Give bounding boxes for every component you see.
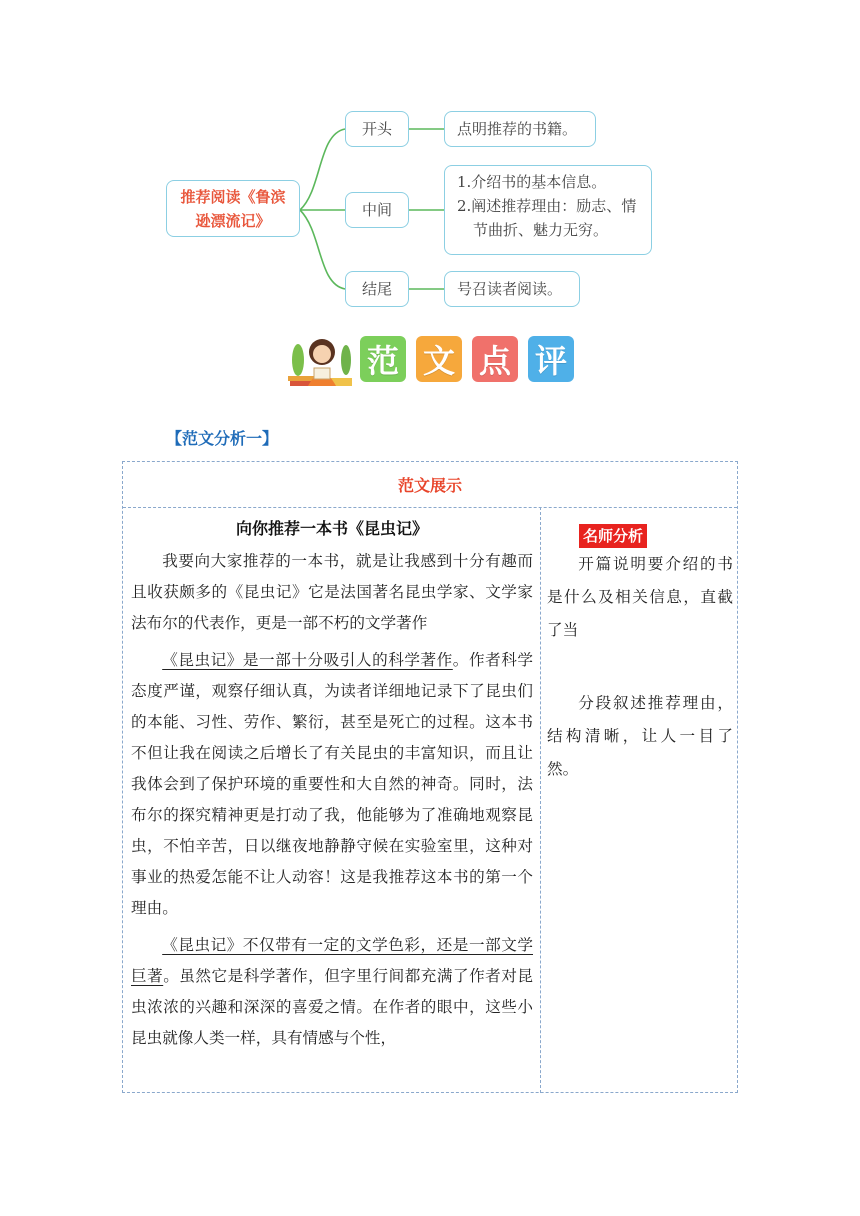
mind-map-detail-line: 1.介绍书的基本信息。 <box>457 173 607 191</box>
essay-title: 向你推荐一本书《昆虫记》 <box>235 519 428 538</box>
mind-map-branch-start: 开头 <box>345 111 409 147</box>
underlined-topic-sentence: 《昆虫记》不仅带有一定的文学色彩，还是一部文学巨著 <box>131 936 533 985</box>
paragraph-text: 。作者科学态度严谨，观察仔细认真，为读者详细地记录下了昆虫们的本能、习性、劳作、繁衍，甚至是死亡的过程。这本书不但让我在阅读之后增长了有关昆虫的丰富知识，而且让我体会到了保护环境的重要性和大自然的神奇。同时，法布尔的探究精神更是打动了我，他能够为了准确地观察昆虫，不怕辛苦，日以继夜地静静守候在实验室里，这种对事业的热爱怎能不让人动容！这是我推荐这本书的第一个理由。 <box>131 651 533 917</box>
essay-paragraph: 我要向大家推荐的一本书，就是让我感到十分有趣而且收获颇多的《昆虫记》它是法国著名昆虫学家、文学家法布尔的代表作，更是一部不朽的文学著作 <box>131 552 533 632</box>
teacher-analysis-badge: 名师分析 <box>579 524 647 548</box>
paragraph-text: 。虽然它是科学著作，但字里行间都充满了作者对昆虫浓浓的兴趣和深深的喜爱之情。在作者的眼中，这些小昆虫就像人类一样，具有情感与个性， <box>131 967 533 1047</box>
column-divider <box>540 507 541 1093</box>
essay-paragraph <box>131 645 533 924</box>
mind-map-connectors <box>0 0 860 320</box>
mind-map-root: 推荐阅读《鲁滨逊漂流记》 <box>166 180 300 237</box>
essay-table <box>122 461 738 1093</box>
banner-char-tile: 评 <box>528 336 574 382</box>
mind-map-branch-end: 结尾 <box>345 271 409 307</box>
mind-map <box>0 0 860 320</box>
section-title: 【范文分析一】 <box>166 429 279 448</box>
banner-char-tile: 点 <box>472 336 518 382</box>
analysis-column <box>547 524 733 786</box>
table-divider <box>123 507 737 508</box>
mind-map-detail-start: 点明推荐的书籍。 <box>444 111 596 147</box>
mind-map-detail-middle <box>444 165 652 255</box>
essay-paragraph <box>131 930 533 1054</box>
mind-map-branch-middle: 中间 <box>345 192 409 228</box>
underlined-topic-sentence: 《昆虫记》是一部十分吸引人的科学著作 <box>162 651 453 669</box>
table-header: 范文展示 <box>397 476 462 495</box>
review-banner <box>286 330 586 388</box>
banner-char-tile: 文 <box>416 336 462 382</box>
mind-map-detail-end: 号召读者阅读。 <box>444 271 580 307</box>
reading-girl-illustration <box>286 330 356 388</box>
analysis-note: 开篇说明要介绍的书是什么及相关信息，直截了当 <box>547 555 733 639</box>
essay-column <box>131 512 533 1054</box>
mind-map-detail-line: 2.阐述推荐理由：励志、情 <box>457 197 637 215</box>
analysis-note: 分段叙述推荐理由，结构清晰，让人一目了然。 <box>547 694 733 778</box>
banner-char-tile: 范 <box>360 336 406 382</box>
mind-map-detail-line: 节曲折、魅力无穷。 <box>473 221 609 239</box>
